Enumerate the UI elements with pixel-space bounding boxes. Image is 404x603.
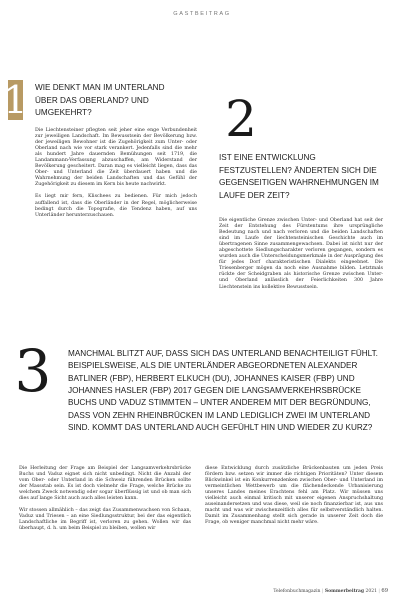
- number-1: 1: [3, 78, 28, 122]
- answer-3-paragraph-2: Wir stossen allmählich – das zeigt das Zusammenwachsen von Schaan, Vaduz und Triesen – an eine Siedlungsstruktur, bei der das eigentlich Landschaftliche im Begriff ist, verloren zu gehen. Wollen wir das überhaupt, d. h. um beim Beispiel zu bleiben, wollen wir: [19, 508, 191, 532]
- number-badge-1: [3, 78, 28, 122]
- answer-2-paragraph-1: Die eigentliche Grenze zwischen Unter- und Oberland hat seit der Zeit der Entstehung des Fürstentums ihre ursprüngliche Bedeutung nach und nach verloren und die beiden Landschaften sind im Laufe der liechtensteinischen Geschichte auch im übertragenen Sinne zusammengewachsen. Dabei ist nicht nur der abgeschottete Siedlungscharakter verloren gegangen, sondern es wurden auch die Unterscheidungsmerkmale in der Ausprägung des für jedes Dorf charakteristischen Dialekts eingeebnet. Die Triesenberger mögen da noch eine Ausnahme bilden. Letztmals rückte der Scheidgraben als historische Grenze zwischen Unter- und Oberland anlässlich der Feierlichkeiten 300 Jahre Liechtenstein ins kollektive Bewusstsein.: [219, 218, 383, 290]
- footer-section: Sommerbeitrag: [324, 589, 365, 594]
- answer-3-left-column: [19, 466, 191, 532]
- section-kicker: GASTBEITRAG: [173, 11, 231, 17]
- page-footer: Telefonbuchmagazin | Sommerbeitrag 2021 | 69: [273, 588, 388, 594]
- number-2: 2: [225, 90, 257, 148]
- answer-1-paragraph-1: Die Liechtensteiner pflegten seit jeher eine enge Verbundenheit zur jeweiligen Landschaft. Im Bewusstsein der Bevölkerung bzw. der jeweiligen Bewohner ist die Zugehörigkeit zum Unter- oder Oberland nach wie vor stark verankert. Jedenfalls sind die mehr als hundert Jahre dauernden Bemühungen seit 1719, die Landammann-Verfassung abzuschaffen, am Widerstand der Bevölkerung gescheitert. Daran mag es vielleicht liegen, dass das Ober- und Unterland die Zeit überdauert haben und die Wahrnehmung der beiden Landschaften und das Gefühl der Zugehörigkeit zu diesem im Kern bis heute nachwirkt.: [35, 128, 197, 188]
- question-2: IST EINE ENTWICKLUNG FESTZUSTELLEN? ÄNDERTEN SICH DIE GEGENSEITIGEN WAHRNEHMUNGEN IM LAUFE DER ZEIT?: [219, 153, 379, 200]
- page-number: 69: [381, 588, 388, 594]
- answer-3-right-column: [205, 466, 383, 526]
- footer-year: 2021: [365, 589, 377, 594]
- answer-1-paragraph-2: Es liegt mir fern, Klischees zu bedienen. Für mich jedoch auffallend ist, dass die Oberländer in der Regel, möglicherweise bedingt durch die Topografie, die Tendenz haben, auf uns Unterländer herunterzuschauen.: [35, 194, 197, 218]
- answer-2: [219, 218, 383, 291]
- answer-3-paragraph-1: Die Herleitung der Frage am Beispiel der Langsamverkehrsbrücke Buchs und Vaduz eignet sich nicht unbedingt. Nicht die Anzahl der vom Ober- oder Unterland in die Schweiz führenden Brücken sollte der Massstab sein. Es ist doch vielmehr die Frage, welche Brücke zu welchem Zweck notwendig oder sogar überflüssig ist und ob man sich dies auf lange Sicht auch auch alles leisten kann.: [19, 466, 191, 502]
- answer-3-paragraph-3: diese Entwicklung durch zusätzliche Brückenbauten um jeden Preis fördern bzw. setzen wir immer die richtigen Prioritäten? Unter diesem Blickwinkel ist ein Konkurrenzdenken zwischen Ober- und Unterland im vermeintlichen Wettbewerb um die flächendeckende Urbanisierung unseres Landes meines Erachtens fehl am Platz. Wir müssen uns vielleicht auch einmal kritisch mit unserer eigenen Anspruchshaltung auseinandersetzen und was diese, weil sie noch finanzierbar ist, aus uns macht und was wir zwischenzeitlich alles für selbstverständlich halten. Damit im Zusammenhang stellt sich gerade in unserer Zeit doch die Frage, ob weniger manchmal nicht mehr wäre.: [205, 466, 383, 526]
- number-3: 3: [14, 337, 52, 405]
- footer-magazine: Telefonbuchmagazin: [273, 589, 321, 594]
- answer-1: [35, 128, 197, 219]
- question-3: MANCHMAL BLITZT AUF, DASS SICH DAS UNTERLAND BENACHTEILIGT FÜHLT. BEISPIELSWEISE, ALS DIE UNTERLÄNDER ABGEORDNETEN ALEXANDER BATLINER (FBP), HERBERT ELKUCH (DU), JOHANNES KAISER (FBP) UND JOHANNES HASLER (FBP) 2017 GEGEN DIE LANGSAMVERKEHRSBRÜCKE BUCHS UND VADUZ STIMMTEN – UNTER ANDEREM MIT DER BEGRÜNDUNG, DASS VON ZEHN RHEINBRÜCKEN IM LAND LEDIGLICH ZWEI IM UNTERLAND SIND. KOMMT DAS UNTERLAND AUCH GEFÜHLT HIN UND WIEDER ZU KURZ?: [68, 349, 378, 433]
- question-1: WIE DENKT MAN IM UNTERLAND ÜBER DAS OBERLAND? UND UMGEKEHRT?: [35, 83, 165, 117]
